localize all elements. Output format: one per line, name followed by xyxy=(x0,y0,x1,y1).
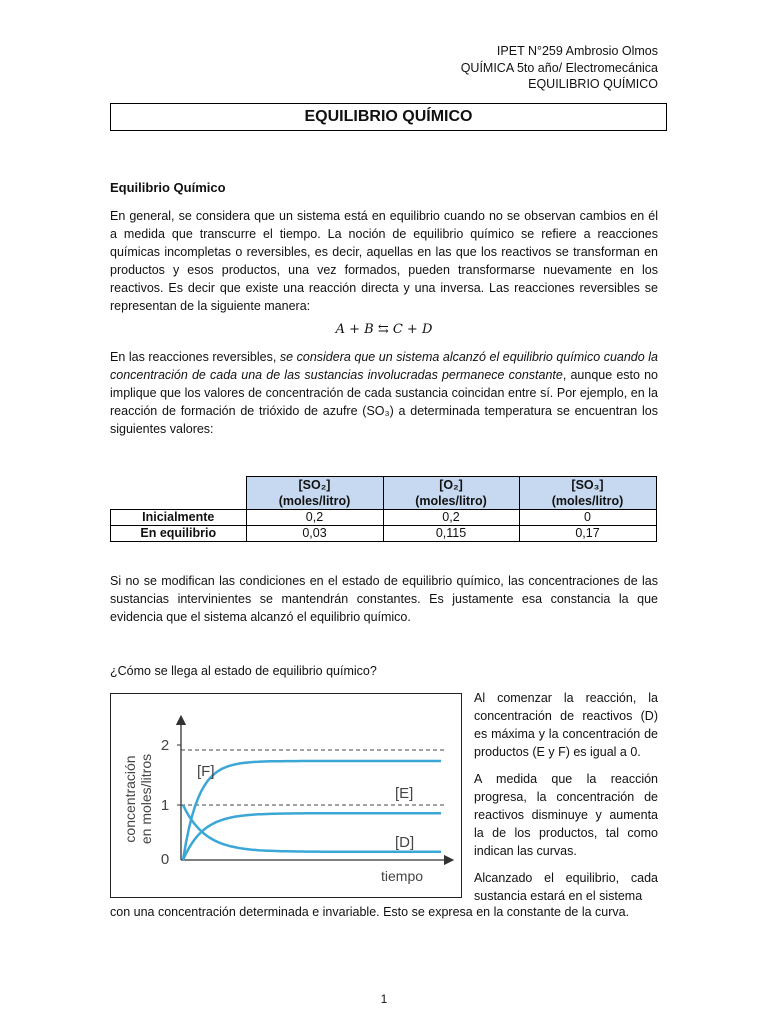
intro-paragraph: En general, se considera que un sistema está en equilibrio cuando no se observan cambios en él a medida que transcurre el tiempo. La noción de equilibrio químico se refiere a reacciones químicas incompletas o reversibles, es decir, aquellas en las que los reactivos se transforman en productos y esos productos, una vez formados, pueden transformarse nuevamente en los reactivos. Es decir que existe una reacción directa y una inversa. Las reacciones reversibles se representan de la siguiente manera: xyxy=(110,209,658,313)
page-number: 1 xyxy=(380,992,388,1006)
equilibrium-chart xyxy=(110,693,462,898)
table-cell: 0,2 xyxy=(246,510,383,526)
table-cell: 0,17 xyxy=(519,526,656,542)
y-tick-label: 2 xyxy=(160,737,170,754)
table-row xyxy=(111,510,657,526)
equilibrium-text-part1: En las reacciones reversibles, xyxy=(110,350,280,364)
table-header-so3: [SO₃] (moles/litro) xyxy=(519,477,656,510)
table-header-row xyxy=(111,477,657,510)
equilibrium-conclusion: con una concentración determinada e invariable. Esto se expresa en la constante de la curva. xyxy=(110,905,630,919)
table-cell: 0,115 xyxy=(383,526,519,542)
y-axis-label-line2: en moles/litros xyxy=(138,753,154,845)
constancy-paragraph: Si no se modifican las condiciones en el estado de equilibrio químico, las concentraciones de las sustancias intervinientes se mantendrán constantes. Es justamente esa constancia la que evidencia que el sistema alcanzó el equilibrio químico. xyxy=(110,574,658,624)
chart-svg xyxy=(111,694,461,897)
y-tick-label: 1 xyxy=(160,797,170,814)
equilibrium-paragraph xyxy=(110,348,658,438)
reaction-formula: A + B ⇆ C + D xyxy=(335,322,433,337)
y-tick-label: 0 xyxy=(160,851,170,868)
document-header xyxy=(461,43,658,93)
table-cell: 0,2 xyxy=(383,510,519,526)
equilibrium-definition: se considera que un sistema alcanzó el equilibrio químico cuando la concentración de cada una de las sustancias involucradas permanece constante xyxy=(110,350,658,382)
header-school: IPET N°259 Ambrosio Olmos xyxy=(496,44,658,58)
section-title: Equilibrio Químico xyxy=(110,180,226,195)
row-label: Inicialmente xyxy=(111,510,247,526)
y-axis-label-line1: concentración xyxy=(122,755,138,843)
header-subject: QUÍMICA 5to año/ Electromecánica xyxy=(460,60,658,75)
series-label-f: [F] xyxy=(197,763,215,780)
table-header-o2: [O₂] (moles/litro) xyxy=(383,477,519,510)
concentration-table xyxy=(110,476,657,542)
table-header-so2: [SO₂] (moles/litro) xyxy=(246,477,383,510)
equilibrium-text-part2: , aunque esto no implique que los valores de concentración de cada sustancia coincidan entre sí. Por ejemplo, en la reacción de formación de trióxido de azufre (SO₃) a determinada temperatura se encuentran los siguientes valores: xyxy=(110,368,658,436)
x-axis-label: tiempo xyxy=(381,868,424,884)
side-paragraph-equilibrium: Alcanzado el equilibrio, cada sustancia estará en el sistema xyxy=(474,871,658,903)
side-paragraph-progress: A medida que la reacción progresa, la concentración de reactivos disminuye y aumenta la de los productos, tal como indican las curvas. xyxy=(474,772,658,858)
header-topic: EQUILIBRIO QUÍMICO xyxy=(528,77,658,91)
table-row xyxy=(111,526,657,542)
series-label-d: [D] xyxy=(395,834,415,851)
table-cell: 0,03 xyxy=(246,526,383,542)
row-label: En equilibrio xyxy=(111,526,247,542)
series-label-e: [E] xyxy=(395,785,414,802)
page-title: EQUILIBRIO QUÍMICO xyxy=(110,103,667,131)
question-heading: ¿Cómo se llega al estado de equilibrio químico? xyxy=(110,664,377,678)
side-paragraph-start: Al comenzar la reacción, la concentración de reactivos (D) es máxima y la concentración de productos (E y F) es igual a 0. xyxy=(474,691,658,759)
table-cell: 0 xyxy=(519,510,656,526)
